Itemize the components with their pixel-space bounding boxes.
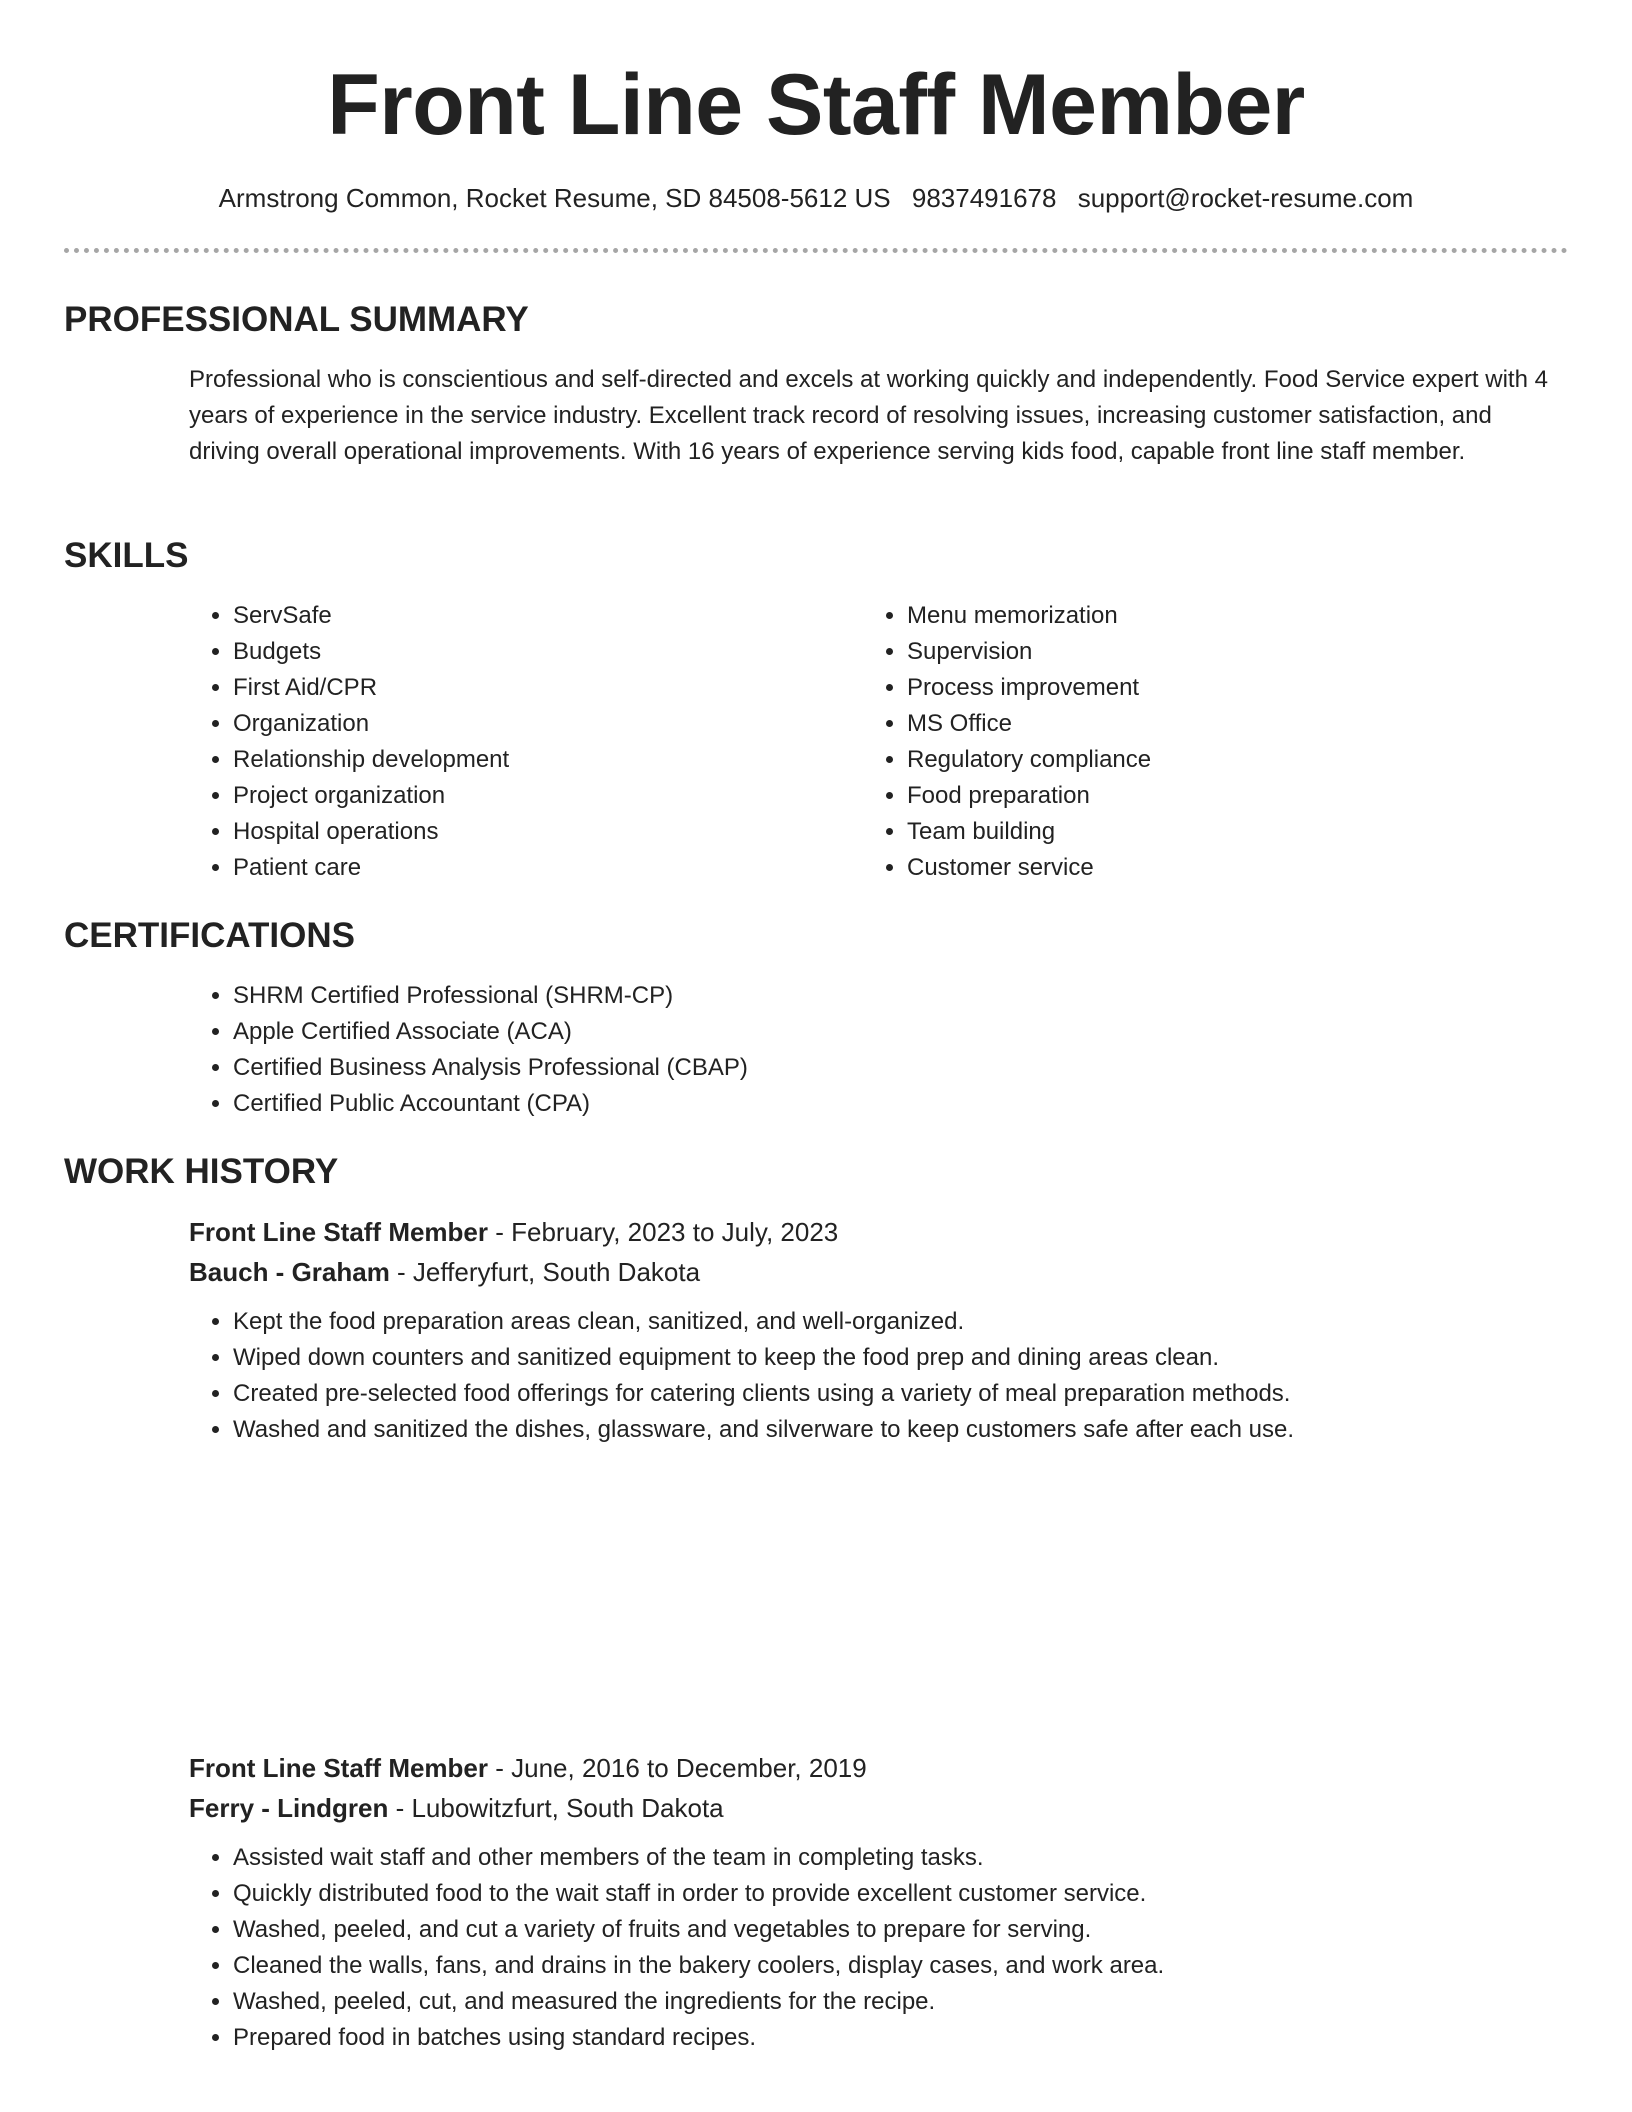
job-company-line — [189, 1788, 1569, 1828]
job-location: - Lubowitzfurt, South Dakota — [388, 1793, 724, 1823]
job-duty: • Kept the food preparation areas clean, sanitized, and well-organized. — [233, 1304, 1569, 1340]
certification-item: • SHRM Certified Professional (SHRM-CP) — [233, 978, 1569, 1014]
job-title-line — [189, 1212, 1569, 1252]
job-role: Front Line Staff Member — [189, 1217, 489, 1247]
certifications-list — [189, 978, 1569, 1122]
certification-item: • Certified Business Analysis Professional (CBAP) — [233, 1050, 1569, 1086]
job-duty: • Created pre-selected food offerings for catering clients using a variety of meal preparation methods. — [233, 1376, 1569, 1412]
job-company: Bauch - Graham — [189, 1257, 390, 1287]
job-title-line — [189, 1748, 1569, 1788]
certification-item: • Apple Certified Associate (ACA) — [233, 1014, 1569, 1050]
contact-email: support@rocket-resume.com — [1077, 183, 1414, 213]
skill-item: • Relationship development — [233, 742, 809, 778]
job-entry — [189, 1212, 1569, 1448]
job-duty: • Prepared food in batches using standard recipes. — [233, 2020, 1569, 2056]
job-entry — [189, 1748, 1569, 2056]
resume-header — [0, 0, 1632, 215]
skill-item: • Process improvement — [907, 670, 1483, 706]
job-duty: • Wiped down counters and sanitized equipment to keep the food prep and dining areas clean. — [233, 1340, 1569, 1376]
skill-item: • Budgets — [233, 634, 809, 670]
summary-heading: PROFESSIONAL SUMMARY — [64, 300, 529, 339]
skills-column-left — [189, 598, 809, 886]
job-role: Front Line Staff Member — [189, 1753, 489, 1783]
job-duty: • Cleaned the walls, fans, and drains in the bakery coolers, display cases, and work area. — [233, 1948, 1569, 1984]
summary-text: Professional who is conscientious and self-directed and excels at working quickly and independently. Food Service expert with 4 years of experience in the service industry. Excellent track record of resolving issues, increasing customer satisfaction, and driving overall operational improvements. With 16 years of experience serving kids food, capable front line staff member. — [189, 366, 1548, 465]
skill-item: • Supervision — [907, 634, 1483, 670]
certifications-block — [189, 978, 1569, 1122]
job-dates: - February, 2023 to July, 2023 — [488, 1217, 839, 1247]
skill-item: • Customer service — [907, 850, 1483, 886]
skill-item: • Organization — [233, 706, 809, 742]
job-duty: • Washed, peeled, cut, and measured the ingredients for the recipe. — [233, 1984, 1569, 2020]
skill-item: • Team building — [907, 814, 1483, 850]
work-history-heading: WORK HISTORY — [64, 1152, 339, 1191]
contact-line — [0, 181, 1632, 215]
certification-item: • Certified Public Accountant (CPA) — [233, 1086, 1569, 1122]
skills-heading: SKILLS — [64, 536, 189, 575]
certifications-heading: CERTIFICATIONS — [64, 916, 356, 955]
skills-list-left — [189, 598, 809, 886]
skills-list-right — [863, 598, 1483, 886]
skill-item: • First Aid/CPR — [233, 670, 809, 706]
job-company-line — [189, 1252, 1569, 1292]
contact-phone: 9837491678 — [911, 183, 1057, 213]
job-duties-list — [189, 1304, 1569, 1448]
header-divider — [64, 248, 1568, 253]
candidate-name: Front Line Staff Member — [327, 57, 1305, 153]
job-duty: • Washed and sanitized the dishes, glassware, and silverware to keep customers safe after each use. — [233, 1412, 1569, 1448]
job-duties-list — [189, 1840, 1569, 2056]
job-duty: • Washed, peeled, and cut a variety of fruits and vegetables to prepare for serving. — [233, 1912, 1569, 1948]
skill-item: • Patient care — [233, 850, 809, 886]
contact-address: Armstrong Common, Rocket Resume, SD 84508-5612 US — [218, 183, 891, 213]
skill-item: • Project organization — [233, 778, 809, 814]
job-company: Ferry - Lindgren — [189, 1793, 389, 1823]
skill-item: • Food preparation — [907, 778, 1483, 814]
skill-item: • ServSafe — [233, 598, 809, 634]
job-location: - Jefferyfurt, South Dakota — [389, 1257, 701, 1287]
job-duty: • Assisted wait staff and other members of the team in completing tasks. — [233, 1840, 1569, 1876]
job-duty: • Quickly distributed food to the wait staff in order to provide excellent customer service. — [233, 1876, 1569, 1912]
skills-column-right — [863, 598, 1483, 886]
skill-item: • Menu memorization — [907, 598, 1483, 634]
skill-item: • MS Office — [907, 706, 1483, 742]
skill-item: • Hospital operations — [233, 814, 809, 850]
job-dates: - June, 2016 to December, 2019 — [488, 1753, 867, 1783]
skill-item: • Regulatory compliance — [907, 742, 1483, 778]
